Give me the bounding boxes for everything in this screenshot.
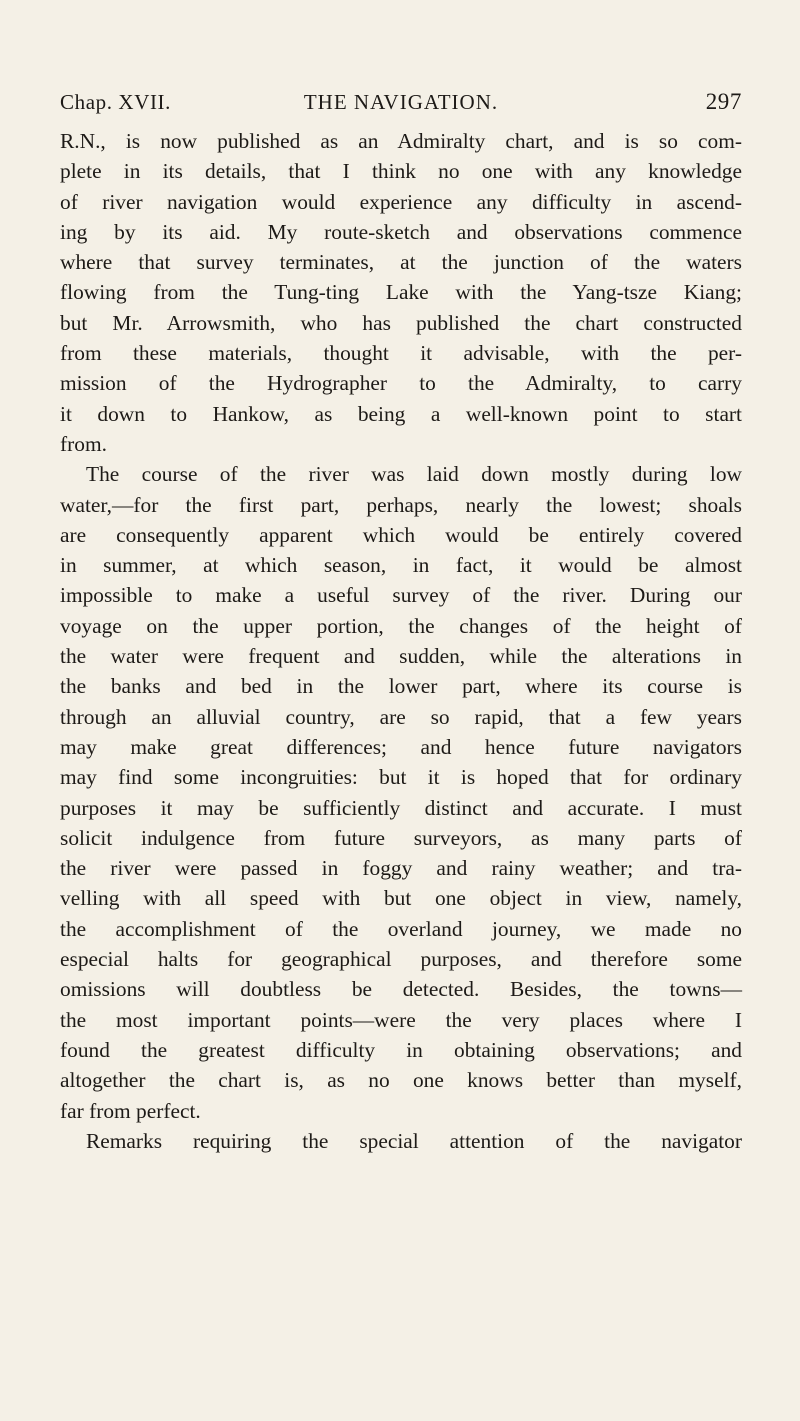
text-line: through an alluvial country, are so rapid, that a few years [60, 704, 742, 729]
text-line: R.N., is now published as an Admiralty chart, and is so com- [60, 129, 742, 153]
text-line: altogether the chart is, as no one knows better than myself, [60, 1068, 742, 1093]
text-line: far from perfect. [60, 1098, 201, 1123]
paragraph [60, 126, 742, 459]
body-text [60, 126, 742, 1156]
text-line: found the greatest difficulty in obtaining observations; and [60, 1037, 742, 1062]
text-line: may find some incongruities: but it is hoped that for ordinary [60, 765, 742, 790]
paragraph [60, 1126, 742, 1156]
text-line: are consequently apparent which would be entirely covered [60, 522, 742, 547]
text-line: voyage on the upper portion, the changes of the height of [60, 613, 742, 638]
text-line: omissions will doubtless be detected. Besides, the towns— [60, 977, 742, 1002]
text-line: the accomplishment of the overland journey, we made no [60, 916, 742, 941]
paragraph [60, 459, 742, 1126]
text-line: the banks and bed in the lower part, where its course is [60, 674, 742, 699]
text-line: may make great differences; and hence future navigators [60, 734, 742, 759]
text-line: the river were passed in foggy and rainy weather; and tra- [60, 856, 742, 881]
text-line: Remarks requiring the special attention of the navigator [86, 1128, 742, 1153]
running-head [60, 88, 742, 116]
text-line: from. [60, 431, 107, 456]
text-line: mission of the Hydrographer to the Admiralty, to carry [60, 371, 742, 396]
book-page [60, 88, 742, 1156]
text-line: The course of the river was laid down mostly during low [86, 462, 742, 487]
text-line: flowing from the Tung-ting Lake with the Yang-tsze Kiang; [60, 280, 742, 305]
text-line: the water were frequent and sudden, while the alterations in [60, 644, 742, 669]
chapter-label: Chap. XVII. [60, 90, 171, 114]
text-line: purposes it may be sufficiently distinct and accurate. I must [60, 795, 742, 820]
text-line: it down to Hankow, as being a well-known point to start [60, 401, 742, 426]
text-line: from these materials, thought it advisable, with the per- [60, 341, 742, 366]
text-line: plete in its details, that I think no one with any knowledge [60, 159, 742, 184]
text-line: but Mr. Arrowsmith, who has published the chart constructed [60, 310, 742, 335]
text-line: of river navigation would experience any difficulty in ascend- [60, 189, 742, 214]
text-line: velling with all speed with but one object in view, namely, [60, 886, 742, 911]
text-line: in summer, at which season, in fact, it would be almost [60, 553, 742, 578]
text-line: impossible to make a useful survey of the river. During our [60, 583, 742, 608]
text-line: water,—for the first part, perhaps, nearly the lowest; shoals [60, 492, 742, 517]
text-line: where that survey terminates, at the junction of the waters [60, 250, 742, 275]
text-line: ing by its aid. My route-sketch and observations commence [60, 219, 742, 244]
text-line: solicit indulgence from future surveyors, as many parts of [60, 825, 742, 850]
page-title: THE NAVIGATION. [303, 90, 499, 114]
text-line: especial halts for geographical purposes, and therefore some [60, 947, 742, 972]
page-number: 297 [705, 89, 742, 114]
text-line: the most important points—were the very places where I [60, 1007, 742, 1032]
